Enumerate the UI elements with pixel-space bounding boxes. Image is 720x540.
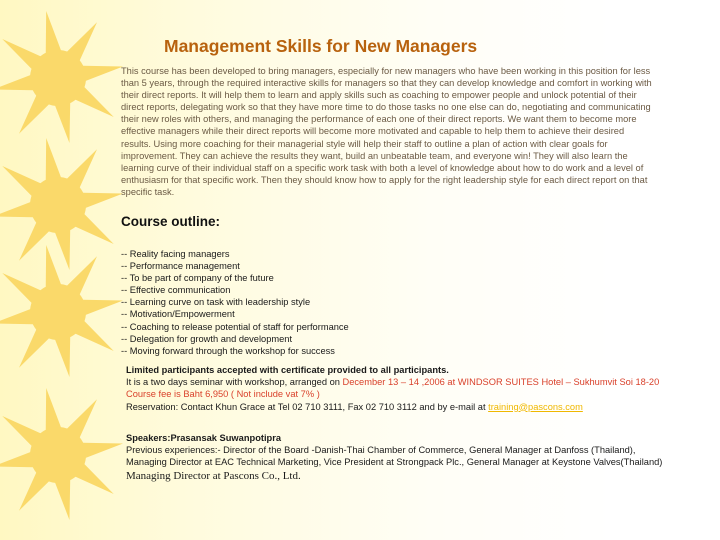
speakers-section [126, 432, 662, 484]
course-outline-list [121, 248, 349, 357]
description-line: their direct reports. It will help them to learn and apply skills such as coaching to empower people and unlock potential of their [121, 90, 637, 101]
description-line: This course has been developed to bring managers, especially for new managers who have been working in this position for less [121, 66, 651, 76]
description-line: than 5 years, through the required interactive skills for managers so that they can develop knowledge and comfort in working with [121, 78, 652, 89]
description-line: learning curve of their individual staff on a specific work task with both a level of knowledge about how to do work and a level of [121, 162, 644, 173]
reservation-prefix: Reservation: Contact Khun Grace at Tel 02 710 3111, Fax 02 710 3112 and by e-mail at [126, 401, 489, 412]
seminar-prefix: It is a two days seminar with workshop, arranged on [126, 377, 343, 388]
speaker-experience-line: Managing Director at EAC Technical Marketing, Vice President at Strongpack Plc., General Manager at Keystone Valves(Thailand) [126, 457, 663, 468]
sun-icon [0, 243, 125, 378]
outline-item: -- Moving forward through the workshop for success [121, 345, 335, 356]
description-line: direct reports, delegating work so that they have more time to do those tasks no one else can do, negotiating and communicating [121, 102, 651, 113]
course-fee: Course fee is Baht 6,950 ( Not include vat 7% ) [126, 389, 320, 400]
outline-item: -- Effective communication [121, 285, 231, 296]
reservation-contact [126, 401, 659, 413]
outline-item: -- Performance management [121, 261, 240, 272]
limited-participants-note: Limited participants accepted with certificate provided to all participants. [126, 365, 449, 375]
speaker-current-role: Managing Director at Pascons Co., Ltd. [126, 469, 301, 482]
page-title: Management Skills for New Managers [164, 36, 478, 56]
outline-item: -- To be part of company of the future [121, 273, 274, 284]
outline-item: -- Learning curve on task with leadership style [121, 297, 311, 308]
email-link[interactable]: training@pascons.com [488, 401, 583, 412]
sun-icon [0, 136, 125, 271]
description-line: improvement. They can achieve the results they want, build an unbeatable team, and everyone win! They will also learn the [121, 150, 628, 161]
course-outline-heading: Course outline: [121, 214, 221, 229]
outline-item: -- Motivation/Empowerment [121, 309, 235, 320]
seminar-info [126, 364, 659, 413]
seminar-schedule [126, 376, 659, 388]
speaker-experience-line: Previous experiences:- Director of the Board -Danish-Thai Chamber of Commerce, General Manager at Danfoss (Thailand), [126, 445, 636, 456]
seminar-date-venue: December 13 – 14 ,2006 at WINDSOR SUITES Hotel – Sukhumvit Soi 18-20 [342, 377, 660, 388]
sun-icon [0, 386, 125, 521]
course-description [121, 65, 720, 198]
description-line: results. Using more coaching for their managerial style will help their staff to outline a plan of action with clear goals for [121, 138, 608, 149]
sun-icon [0, 9, 125, 144]
outline-item: -- Reality facing managers [121, 249, 230, 259]
description-line: specific task. [121, 186, 175, 197]
speaker-heading: Speakers:Prasansak Suwanpotipra [126, 433, 282, 443]
description-line: effective managers while their direct reports will become more motivated and capable to help them to achieve their desired [121, 126, 625, 137]
outline-item: -- Coaching to release potential of staff for performance [121, 321, 349, 332]
sun-decorations [0, 0, 130, 540]
outline-item: -- Delegation for growth and development [121, 333, 293, 344]
description-line: enthusiasm for that specific work. Then they should know how to apply for the right leadership style for each direct report on that [121, 174, 648, 185]
description-line: their new roles with others, and managing the performance of each one of their direct reports. We want them to become more [121, 114, 637, 125]
